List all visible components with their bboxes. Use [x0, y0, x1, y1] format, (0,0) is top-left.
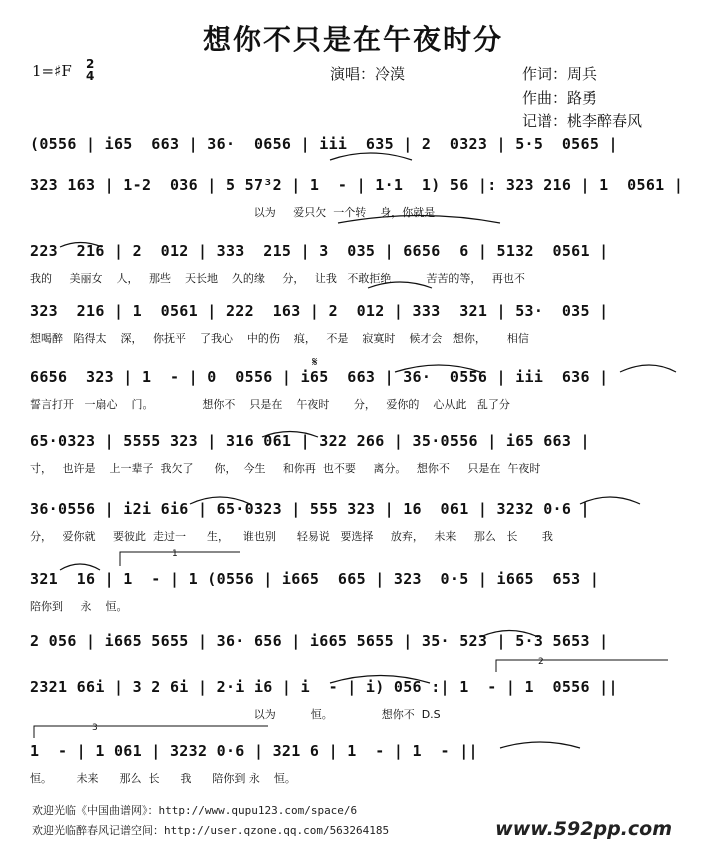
time-signature-top: 2 — [86, 57, 95, 71]
volta-2-label: 2 — [538, 657, 544, 667]
notation-row: (0556 | i65 663 | 36· 0656 | iii 635 | 2 0323 | 5·5 0565 | — [30, 135, 618, 153]
volta-1-label: 1 — [172, 549, 178, 559]
lyric-row: 以为 恒。 想你不 D.S — [30, 708, 441, 721]
lyric-row: 分， 爱你就 要彼此 走过一 生， 谁也别 轻易说 要选择 放弃， 未来 那么 长 我 — [30, 530, 553, 543]
lyric-row: 以为 爱只欠 一个转 身，你就是 — [30, 206, 436, 219]
notation-row: 36·0556 | i2i 6i6 | 65·0323 | 555 323 | 16 061 | 3232 0·6 | — [30, 500, 590, 518]
lyric-row: 我的 美丽女 人， 那些 天长地 久的缘 分， 让我 不敢拒绝 苦苦的等， 再也不 — [30, 272, 525, 285]
volta-2-bracket — [496, 660, 668, 672]
composer-credit: 作曲：路勇 — [522, 89, 598, 107]
score-line-9 — [30, 632, 676, 650]
volta-3-bracket — [34, 726, 268, 738]
score-line-5 — [30, 368, 676, 412]
score-line-1 — [30, 135, 676, 153]
footer-link-qzone[interactable]: 欢迎光临醉春风记谱空间：http://user.qzone.qq.com/563264185 — [32, 824, 390, 837]
time-signature — [86, 58, 94, 82]
watermark-site: www.592pp.com — [495, 818, 672, 840]
score-line-6 — [30, 432, 676, 476]
score-line-2 — [30, 176, 684, 220]
time-signature-bottom: 4 — [86, 69, 95, 83]
notation-row: 2 056 | i665 5655 | 36· 656 | i665 5655 | 35· 523 | 5·3 5653 | — [30, 632, 609, 650]
notation-row: 2321 66i | 3 2 6i | 2·i i6 | i - | i) 056 :| 1 - | 1 0556 || — [30, 678, 618, 696]
lyric-row: 寸， 也许是 上一辈子 我欠了 你， 今生 和你再 也不要 离分。 想你不 只是在 午夜时 — [30, 462, 541, 475]
page-title: 想你不只是在午夜时分 — [202, 23, 503, 56]
notation-row: 321 16 | 1 - | 1 (0556 | i665 665 | 323 0·5 | i665 653 | — [30, 570, 600, 588]
score-line-8 — [30, 570, 676, 614]
lyricist-credit: 作词：周兵 — [522, 65, 598, 83]
lyric-row: 想喝醉 陷得太 深， 你抚平 了我心 中的伤 痕， 不是 寂寞时 候才会 想你， 相信 — [30, 332, 529, 345]
score-line-11 — [30, 742, 676, 786]
notation-row: 323 163 | 1-2 036 | 5 57³2 | 1 - | 1·1 1) 56 |: 323 216 | 1 0561 | — [30, 176, 684, 194]
key-signature: 1=♯F — [32, 62, 72, 80]
score-line-3 — [30, 242, 676, 286]
notation-row: 323 216 | 1 0561 | 222 163 | 2 012 | 333 321 | 53· 035 | — [30, 302, 609, 320]
score-line-7 — [30, 500, 676, 544]
singer-credit: 演唱：冷漠 — [330, 65, 406, 83]
footer-link-qupu[interactable]: 欢迎光临《中国曲谱网》：http://www.qupu123.com/space/6 — [32, 804, 358, 817]
notation-row: 223 216 | 2 012 | 333 215 | 3 035 | 6656 6 | 5132 0561 | — [30, 242, 609, 260]
notation-row: 6656 323 | 1 - | 0 0556 | i65 663 | 36· 0556 | iii 636 | — [30, 368, 609, 386]
transcriber-credit: 记谱：桃李醉春风 — [522, 112, 643, 130]
lyric-row: 陪你到 永 恒。 — [30, 600, 128, 613]
lyric-row: 恒。 未来 那么 长 我 陪你到 永 恒。 — [30, 772, 296, 785]
notation-row: 65·0323 | 5555 323 | 316 061 | 322 266 | 35·0556 | i65 663 | — [30, 432, 590, 450]
notation-row: 1 - | 1 061 | 3232 0·6 | 321 6 | 1 - | 1 - || — [30, 742, 478, 760]
slur-mark — [330, 153, 412, 160]
score-line-10 — [30, 678, 676, 722]
volta-3-label: 3 — [92, 723, 98, 733]
volta-1-bracket — [120, 552, 240, 566]
score-line-4 — [30, 302, 676, 346]
segno-sign: 𝄋 — [312, 355, 318, 370]
lyric-row: 誓言打开 一扇心 门。 想你不 只是在 午夜时 分， 爱你的 心从此 乱了分 — [30, 398, 510, 411]
